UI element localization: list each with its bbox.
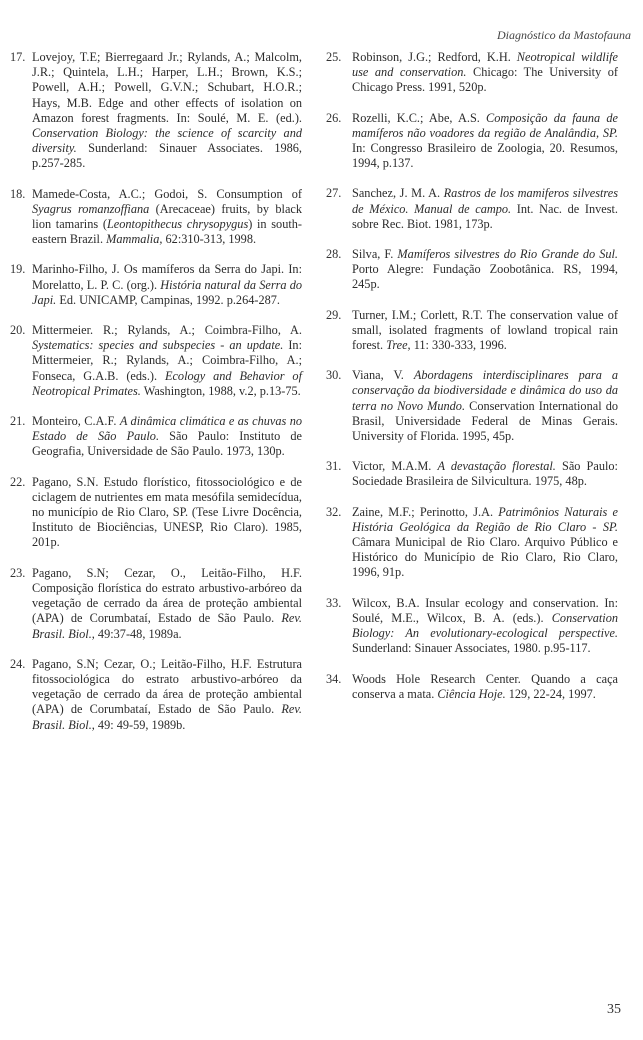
reference-number: 22. [10,474,26,489]
reference-entry [10,50,302,172]
reference-title-italic: Neotropical wildlife use and conservation. [352,50,618,80]
reference-title-italic: Syagrus romanzoffiana [32,201,150,216]
reference-title-italic: Composição da fauna de mamíferos não voadores da região de Analândia, SP. [352,110,618,140]
reference-text-segment: In: Mittermeier, R.; Rylands, A.; Coimbra-Filho, A.; Fonseca, G.A.B. (eds.). [32,338,302,383]
reference-number: 20. [10,323,26,338]
reference-text-segment: 129, 22-24, 1997. [505,686,596,701]
reference-text [352,247,618,293]
reference-number: 33. [326,595,342,610]
reference-entry [326,459,618,489]
references-column-right [326,50,618,717]
reference-text [352,596,618,657]
reference-text-segment: 11: 330-333, 1996. [410,338,507,353]
reference-entry [326,672,618,702]
reference-text [352,459,618,489]
running-header: Diagnóstico da Mastofauna [497,28,631,42]
reference-number: 19. [10,262,26,277]
reference-text-segment: Sunderland: Sinauer Associates. 1986, p.257-285. [32,141,302,171]
reference-title-italic: Abordagens interdisciplinares para a conservação da biodiversidade e dinâmica do uso da terra no Novo Mundo. [352,368,618,413]
reference-title-italic: Rev. Brasil. Biol., [32,702,302,732]
reference-text [32,414,302,460]
reference-text [352,368,618,444]
reference-entry [10,657,302,733]
reference-text [352,505,618,581]
reference-number: 26. [326,110,342,125]
reference-text-segment: ) in south-eastern Brazil. [32,217,302,247]
reference-number: 25. [326,50,342,64]
reference-text-segment: Sunderland: Sinauer Associates, 1980. p.95-117. [352,641,591,656]
reference-entry [10,566,302,642]
reference-text [32,323,302,399]
reference-text-segment: Conservation International do Brasil, Universidade Federal de Minas Gerais. University of Florida. 1995, 45p. [352,398,618,444]
reference-entry [326,247,618,293]
reference-text [352,672,618,702]
reference-text [32,475,302,551]
reference-text-segment: 62:310-313, 1998. [162,232,257,247]
reference-number: 30. [326,368,342,383]
reference-text-segment: 49:37-48, 1989a. [94,626,182,641]
reference-text-segment: Marinho-Filho, J. Os mamíferos da Serra do Japi. In: Morelatto, L. P. C. (org.). [32,262,302,292]
reference-entry [326,596,618,657]
page-number: 35 [607,1002,621,1017]
reference-text-segment: Mamede-Costa, A.C.; Godoi, S. Consumption of [32,186,302,201]
reference-text [352,186,618,232]
reference-number: 28. [326,247,342,262]
reference-text-segment: Viana, V. [352,368,414,383]
reference-title-italic: Systematics: species and subspecies - an update. [32,338,284,353]
reference-text [32,187,302,248]
reference-number: 17. [10,50,26,64]
reference-entry [10,414,302,460]
reference-text-segment: Victor, M.A.M. [352,459,438,474]
reference-text [32,50,302,172]
reference-title-italic: Mammalia, [106,232,163,247]
reference-text [352,111,618,172]
reference-title-italic: Rev. Brasil. Biol., [32,611,302,641]
reference-title-italic: Rastros de los mamiferos silvestres de México. Manual de campo. [352,186,619,216]
reference-text [32,262,302,308]
reference-text-segment: In: Congresso Brasileiro de Zoologia, 20. Resumos, 1994, p.137. [352,141,618,171]
reference-text-segment: Mittermeier. R.; Rylands, A.; Coimbra-Filho, A. [32,323,302,338]
reference-text-segment: Int. Nac. de Invest. sobre Rec. Biot. 1981, 173p. [352,201,618,231]
reference-title-italic: Conservation Biology: An evolutionary-ecological perspective. [352,610,618,641]
reference-title-italic: Leontopithecus chrysopygus [106,217,249,232]
reference-title-italic: Ecology and Behavior of Neotropical Primates. [32,368,302,398]
reference-text-segment: Turner, I.M.; Corlett, R.T. The conservation value of small, isolated fragments of lowland tropical rain forest. [352,307,618,353]
reference-text-segment: São Paulo: Instituto de Geografia, Universidade de São Paulo. 1973, 130p. [32,429,302,459]
reference-title-italic: Mamíferos silvestres do Rio Grande do Sul. [397,247,618,262]
reference-title-italic: A dinâmica climática e as chuvas no Estado de São Paulo. [32,414,302,444]
reference-number: 31. [326,459,342,474]
reference-text-segment: Porto Alegre: Fundação Zoobotânica. RS, 1994, 245p. [352,262,618,292]
reference-text [352,50,618,96]
reference-text-segment: Pagano, S.N; Cezar, O., Leitão-Filho, H.F. Composição florística do estrato arbustivo-arbóreo da vegetação de cerrado da área de proteção ambiental (APA) de Corumbataí, Estado de São Paulo. [32,565,302,626]
reference-text [32,657,302,733]
reference-entry [10,475,302,551]
reference-entry [326,308,618,354]
reference-text-segment: Sanchez, J. M. A. [352,186,444,201]
reference-entry [10,187,302,248]
reference-text-segment: Ed. UNICAMP, Campinas, 1992. p.264-287. [56,292,280,307]
reference-number: 32. [326,504,342,519]
reference-text-segment: Pagano, S.N. Estudo florístico, fitossociológico e de ciclagem de nutrientes em mata mesófila semidecídua, no município de Rio Claro, SP. (Tese Livre Docência, Instituto de Biociências, UNESP, Rio Claro). 1985, 201p. [32,474,302,550]
reference-text [352,308,618,354]
reference-number: 29. [326,307,342,322]
reference-title-italic: Tree, [386,338,411,353]
reference-title-italic: A devastação florestal. [437,459,556,474]
references-column-left [10,50,302,748]
reference-entry [326,505,618,581]
reference-number: 21. [10,414,26,429]
reference-entry [326,50,618,96]
reference-text-segment: Câmara Municipal de Rio Claro. Arquivo Público e Histórico do Município de Rio Claro, Rio Claro, 1996, 91p. [352,535,618,580]
reference-title-italic: História natural da Serra do Japi. [32,277,302,307]
reference-entry [10,323,302,399]
reference-entry [326,111,618,172]
reference-text-segment: Pagano, S.N; Cezar, O.; Leitão-Filho, H.F. Estrutura fitossociológica do estrato arbustivo-arbóreo da vegetação de cerrado da área de proteção ambiental (APA) de Corumbataí, Estado de São Paulo. [32,656,302,717]
reference-text-segment: Lovejoy, T.E; Bierregaard Jr.; Rylands, A.; Malcolm, J.R.; Quintela, L.H.; Harper, L.H.; Brown, K.S.; Powell, A.H.; Powell, G.V.N.; Schubart, H.O.R.; Hays, M.B. Edge and other effects of isolation on Amazon forest fragments. In: Soulé, M. E. (ed.). [32,50,302,125]
reference-text-segment: São Paulo: Sociedade Brasileira de Silvicultura. 1975, 48p. [352,459,618,489]
reference-text-segment: Chicago: The University of Chicago Press. 1991, 520p. [352,65,618,95]
reference-title-italic: Conservation Biology: the science of scarcity and diversity. [32,126,302,156]
reference-entry [326,186,618,232]
reference-number: 24. [10,656,26,671]
reference-text-segment: (Arecaceae) fruits, by black lion tamarins ( [32,201,303,232]
reference-title-italic: Patrimônios Naturais e História Geológica da Região de Rio Claro - SP. [352,504,618,534]
reference-entry [326,368,618,444]
reference-text [32,566,302,642]
reference-number: 18. [10,186,26,201]
reference-title-italic: Ciência Hoje. [437,686,506,701]
reference-text-segment: Wilcox, B.A. Insular ecology and conservation. In: Soulé, M.E., Wilcox, B. A. (eds.). [352,595,618,625]
reference-text-segment: Washington, 1988, v.2, p.13-75. [140,383,301,398]
reference-text-segment: 49: 49-59, 1989b. [94,717,186,732]
reference-text-segment: Woods Hole Research Center. Quando a caça conserva a mata. [352,671,618,701]
reference-entry [10,262,302,308]
reference-text-segment: Monteiro, C.A.F. [32,414,120,429]
reference-number: 34. [326,671,342,686]
reference-text-segment: Rozelli, K.C.; Abe, A.S. [352,110,487,125]
reference-number: 23. [10,565,26,580]
reference-text-segment: Robinson, J.G.; Redford, K.H. [352,50,517,64]
reference-text-segment: Silva, F. [352,247,398,262]
reference-number: 27. [326,186,342,201]
reference-text-segment: Zaine, M.F.; Perinotto, J.A. [352,504,499,519]
